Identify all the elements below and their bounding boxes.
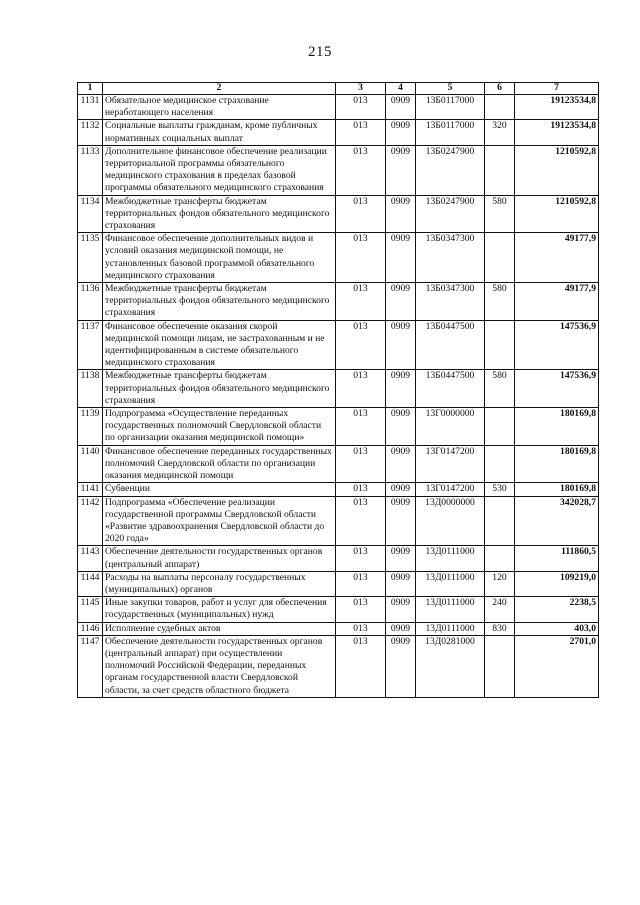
row-amount: 342028,7 [515,496,599,546]
row-number: 1139 [78,408,103,446]
row-col-5: 13Д0281000 [416,635,485,697]
header-row [78,83,599,95]
row-col-4: 0909 [386,233,416,283]
row-number: 1143 [78,546,103,571]
row-col-4: 0909 [386,95,416,120]
row-number: 1133 [78,145,103,195]
row-number: 1140 [78,445,103,483]
row-col-4: 0909 [386,320,416,370]
row-col-6: 320 [485,120,515,145]
row-col-3: 013 [336,408,386,446]
row-col-3: 013 [336,120,386,145]
header-col-6: 6 [485,83,515,95]
table-row [78,195,599,233]
table-row [78,145,599,195]
row-col-6: 240 [485,597,515,622]
row-col-6: 580 [485,370,515,408]
page-number: 215 [308,44,332,60]
row-col-5: 13Б0347300 [416,283,485,321]
table-row [78,370,599,408]
table-row [78,320,599,370]
row-number: 1141 [78,483,103,496]
header-col-1: 1 [78,83,103,95]
row-amount: 403,0 [515,622,599,635]
row-col-6 [485,233,515,283]
row-name: Межбюджетные трансферты бюджетам территориальных фондов обязательного медицинского страхования [103,195,336,233]
row-number: 1136 [78,283,103,321]
row-number: 1145 [78,597,103,622]
row-amount: 19123534,8 [515,120,599,145]
row-col-4: 0909 [386,145,416,195]
row-name: Субвенции [103,483,336,496]
row-amount: 49177,9 [515,233,599,283]
row-col-6 [485,95,515,120]
header-col-2: 2 [103,83,336,95]
table-row [78,95,599,120]
table-row [78,635,599,697]
row-name: Межбюджетные трансферты бюджетам территориальных фондов обязательного медицинского страхования [103,370,336,408]
row-name: Иные закупки товаров, работ и услуг для обеспечения государственных (муниципальных) нужд [103,597,336,622]
row-number: 1135 [78,233,103,283]
row-col-5: 13Д0111000 [416,597,485,622]
row-name: Подпрограмма «Осуществление переданных государственных полномочий Свердловской области по организации оказания медицинской помощи» [103,408,336,446]
row-number: 1137 [78,320,103,370]
row-name: Подпрограмма «Обеспечение реализации государственной программы Свердловской области «Развитие здравоохранения Свердловской области до 2020 года» [103,496,336,546]
row-col-6: 580 [485,195,515,233]
header-col-3: 3 [336,83,386,95]
row-number: 1147 [78,635,103,697]
table-row [78,120,599,145]
table-row [78,571,599,596]
row-amount: 2701,0 [515,635,599,697]
row-col-5: 13Г0147200 [416,445,485,483]
row-amount: 180169,8 [515,408,599,446]
row-col-4: 0909 [386,546,416,571]
row-col-5: 13Б0347300 [416,233,485,283]
row-col-3: 013 [336,622,386,635]
row-col-4: 0909 [386,483,416,496]
row-col-3: 013 [336,233,386,283]
row-name: Межбюджетные трансферты бюджетам территориальных фондов обязательного медицинского страхования [103,283,336,321]
row-amount: 109219,0 [515,571,599,596]
row-col-6 [485,496,515,546]
row-col-6: 120 [485,571,515,596]
row-col-5: 13Б0447500 [416,320,485,370]
row-col-4: 0909 [386,195,416,233]
row-col-3: 013 [336,95,386,120]
row-name: Финансовое обеспечение дополнительных видов и условий оказания медицинской помощи, не установленных базовой программой обязательного медицинского страхования [103,233,336,283]
row-col-5: 13Б0117000 [416,95,485,120]
table-row [78,408,599,446]
row-col-6: 530 [485,483,515,496]
row-col-5: 13Г0147200 [416,483,485,496]
row-col-5: 13Д0111000 [416,546,485,571]
row-amount: 19123534,8 [515,95,599,120]
row-amount: 49177,9 [515,283,599,321]
row-col-4: 0909 [386,120,416,145]
header-col-5: 5 [416,83,485,95]
row-col-3: 013 [336,546,386,571]
budget-table [77,82,599,698]
table-row [78,283,599,321]
header-col-7: 7 [515,83,599,95]
table-row [78,483,599,496]
table-row [78,597,599,622]
row-col-4: 0909 [386,283,416,321]
row-col-4: 0909 [386,635,416,697]
row-col-3: 013 [336,571,386,596]
row-col-6 [485,408,515,446]
table-row [78,496,599,546]
row-amount: 111860,5 [515,546,599,571]
row-number: 1142 [78,496,103,546]
row-col-3: 013 [336,496,386,546]
row-col-3: 013 [336,635,386,697]
row-col-4: 0909 [386,496,416,546]
row-col-6: 830 [485,622,515,635]
row-name: Социальные выплаты гражданам, кроме публичных нормативных социальных выплат [103,120,336,145]
row-name: Обеспечение деятельности государственных органов (центральный аппарат) при осуществлении полномочий Российской Федерации, переданных органам государственной власти Свердловской области, за счет средств областного бюджета [103,635,336,697]
row-col-4: 0909 [386,597,416,622]
row-number: 1144 [78,571,103,596]
row-name: Обеспечение деятельности государственных органов (центральный аппарат) [103,546,336,571]
row-amount: 147536,9 [515,370,599,408]
row-col-5: 13Б0117000 [416,120,485,145]
row-col-6 [485,445,515,483]
row-name: Финансовое обеспечение переданных государственных полномочий Свердловской области по организации оказания медицинской помощи [103,445,336,483]
row-number: 1131 [78,95,103,120]
row-col-4: 0909 [386,571,416,596]
row-name: Финансовое обеспечение оказания скорой медицинской помощи лицам, не застрахованным и не идентифицированным в системе обязательного медицинского страхования [103,320,336,370]
row-col-6: 580 [485,283,515,321]
row-col-3: 013 [336,370,386,408]
row-col-5: 13Б0447500 [416,370,485,408]
row-name: Расходы на выплаты персоналу государственных (муниципальных) органов [103,571,336,596]
row-number: 1138 [78,370,103,408]
row-amount: 147536,9 [515,320,599,370]
row-col-6 [485,546,515,571]
row-col-5: 13Б0247900 [416,195,485,233]
row-col-5: 13Д0111000 [416,571,485,596]
row-col-5: 13Б0247900 [416,145,485,195]
row-col-4: 0909 [386,370,416,408]
table-row [78,622,599,635]
row-number: 1132 [78,120,103,145]
row-col-3: 013 [336,597,386,622]
row-name: Дополнительное финансовое обеспечение реализации территориальной программы обязательного медицинского страхования в пределах базовой программы обязательного медицинского страхования [103,145,336,195]
table-row [78,445,599,483]
row-col-4: 0909 [386,408,416,446]
row-col-3: 013 [336,320,386,370]
row-number: 1134 [78,195,103,233]
row-name: Обязательное медицинское страхование неработающего населения [103,95,336,120]
row-amount: 2238,5 [515,597,599,622]
row-amount: 1210592,8 [515,195,599,233]
row-number: 1146 [78,622,103,635]
row-name: Исполнение судебных актов [103,622,336,635]
row-col-3: 013 [336,483,386,496]
header-col-4: 4 [386,83,416,95]
row-col-3: 013 [336,195,386,233]
row-col-3: 013 [336,445,386,483]
row-amount: 1210592,8 [515,145,599,195]
row-col-3: 013 [336,283,386,321]
row-col-3: 013 [336,145,386,195]
row-amount: 180169,8 [515,445,599,483]
table-row [78,233,599,283]
row-col-4: 0909 [386,445,416,483]
row-col-5: 13Д0000000 [416,496,485,546]
row-col-6 [485,635,515,697]
table-row [78,546,599,571]
row-col-5: 13Г0000000 [416,408,485,446]
row-amount: 180169,8 [515,483,599,496]
row-col-5: 13Д0111000 [416,622,485,635]
row-col-6 [485,320,515,370]
row-col-4: 0909 [386,622,416,635]
row-col-6 [485,145,515,195]
